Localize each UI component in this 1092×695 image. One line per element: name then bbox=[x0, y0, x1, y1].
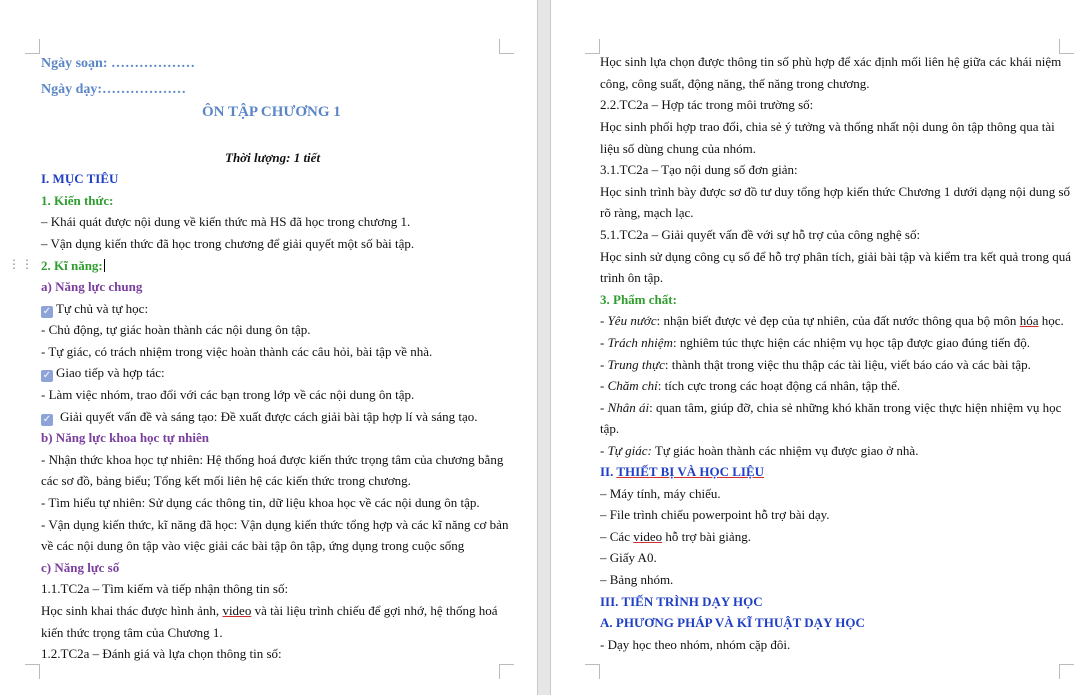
spellcheck-word[interactable]: hóa bbox=[1019, 313, 1039, 328]
item-gqvd bbox=[41, 409, 478, 426]
crop-mark bbox=[1059, 664, 1074, 679]
so-1-1-line-1 bbox=[41, 603, 498, 619]
thiet-bi-2: – File trình chiếu powerpoint hỗ trợ bài dạy. bbox=[600, 507, 830, 522]
crop-mark bbox=[1059, 39, 1074, 54]
heading-ki-nang bbox=[41, 258, 105, 274]
heading-pham-chat: 3. Phẩm chất: bbox=[600, 292, 677, 307]
crop-mark bbox=[499, 39, 514, 54]
pc-label: - Trung thực bbox=[600, 357, 665, 372]
pc-text: : nhận biết được vẻ đẹp của tự nhiên, của đất nước thông qua bộ môn bbox=[656, 313, 1020, 328]
crop-mark bbox=[499, 664, 514, 679]
page-title: ÔN TẬP CHƯƠNG 1 bbox=[202, 104, 341, 120]
so-text: và tài liệu trình chiếu để gợi nhớ, hệ thống hoá bbox=[251, 603, 498, 618]
right-line-1: Học sinh lựa chọn được thông tin số phù hợp để xác định mối liên hệ giữa các khái niệm bbox=[600, 54, 1062, 69]
pham-chat-cham-chi bbox=[600, 378, 900, 394]
khtn-line-3: - Tìm hiểu tự nhiên: Sử dụng các thông tin, dữ liệu khoa học về các nội dung ôn tập. bbox=[41, 495, 480, 510]
right-line-5: liệu số dùng chung của nhóm. bbox=[600, 141, 756, 156]
pham-chat-trung-thuc bbox=[600, 357, 1031, 373]
pc-text: : quan tâm, giúp đỡ, chia sẻ những khó khăn trong việc thực hiện nhiệm vụ học bbox=[649, 400, 1062, 415]
section-number: II. bbox=[600, 464, 617, 479]
pham-chat-trach-nhiem bbox=[600, 335, 1030, 351]
document-page-left[interactable] bbox=[0, 0, 537, 695]
so-5-1-title: 5.1.TC2a – Giải quyết vấn đề với sự hỗ trợ của công nghệ số: bbox=[600, 227, 921, 242]
spellcheck-word[interactable]: video bbox=[222, 603, 252, 618]
giao-tiep-line-1: - Làm việc nhóm, trao đổi với các bạn trong lớp về các nội dung ôn tập. bbox=[41, 387, 415, 402]
pc-label: - Trách nhiệm bbox=[600, 335, 673, 350]
kien-thuc-line-1: – Khái quát được nội dung về kiến thức mà HS đã học trong chương 1. bbox=[41, 214, 411, 229]
thiet-bi-1: – Máy tính, máy chiếu. bbox=[600, 486, 721, 501]
thiet-bi-3 bbox=[600, 529, 751, 545]
ki-nang-text: 2. Kĩ năng: bbox=[41, 258, 103, 273]
pc-label: - Yêu nước bbox=[600, 313, 657, 328]
so-text: Học sinh khai thác được hình ảnh, bbox=[41, 603, 223, 618]
right-line-10: Học sinh sử dụng công cụ số để hỗ trợ phân tích, giải bài tập và kiểm tra kết quả trong quá bbox=[600, 249, 1071, 264]
so-1-1-line-2: kiến thức trọng tâm của Chương 1. bbox=[41, 625, 223, 640]
tu-chu-line-1: - Chủ động, tự giác hoàn thành các nội dung ôn tập. bbox=[41, 322, 311, 337]
document-page-right[interactable] bbox=[551, 0, 1092, 695]
pham-chat-yeu-nuoc bbox=[600, 313, 1064, 329]
crop-mark bbox=[25, 664, 40, 679]
giao-tiep-label: Giao tiếp và hợp tác: bbox=[56, 365, 165, 380]
so-3-1-title: 3.1.TC2a – Tạo nội dung số đơn giản: bbox=[600, 162, 798, 177]
heading-nang-luc-chung: a) Năng lực chung bbox=[41, 279, 143, 294]
pham-chat-tu-giac bbox=[600, 443, 918, 459]
khtn-line-2: các sơ đồ, bảng biểu; Tổng kết mối liên hệ các kiến thức trong chương. bbox=[41, 473, 411, 488]
khtn-line-4: - Vận dụng kiến thức, kĩ năng đã học: Vận dụng kiến thức tổng hợp và các kĩ năng cơ bản bbox=[41, 517, 509, 532]
pc-label: - Tự giác: bbox=[600, 443, 652, 458]
right-line-2: công, công suất, động năng, thế năng trong chương. bbox=[600, 76, 870, 91]
tu-chu-label: Tự chủ và tự học: bbox=[56, 301, 149, 316]
heading-nang-luc-so: c) Năng lực số bbox=[41, 560, 120, 575]
item-giao-tiep bbox=[41, 365, 165, 382]
spellcheck-word[interactable]: video bbox=[633, 529, 663, 544]
thiet-bi-5: – Bảng nhóm. bbox=[600, 572, 674, 587]
gqvd-label: Giải quyết vấn đề và sáng tạo: Đề xuất được cách giải bài tập hợp lí và sáng tạo. bbox=[60, 409, 478, 424]
section-thiet-bi bbox=[600, 464, 764, 480]
tb-text: – Các bbox=[600, 529, 634, 544]
pc-text: : nghiêm túc thực hiện các nhiệm vụ học tập được giao đúng tiến độ. bbox=[672, 335, 1031, 350]
so-2-2-title: 2.2.TC2a – Hợp tác trong môi trường số: bbox=[600, 97, 814, 112]
section-title: THIẾT BỊ VÀ HỌC LIỆU bbox=[616, 464, 765, 479]
section-muc-tieu: I. MỤC TIÊU bbox=[41, 171, 119, 186]
pc-text: học. bbox=[1038, 313, 1064, 328]
pc-label: - Nhân ái bbox=[600, 400, 650, 415]
text-cursor bbox=[104, 259, 105, 272]
kien-thuc-line-2: – Vận dụng kiến thức đã học trong chương để giải quyết một số bài tập. bbox=[41, 236, 415, 251]
crop-mark bbox=[25, 39, 40, 54]
tu-chu-line-2: - Tự giác, có trách nhiệm trong việc hoàn thành các câu hỏi, bài tập về nhà. bbox=[41, 344, 433, 359]
pham-chat-nhan-ai-cont: tập. bbox=[600, 421, 620, 436]
tb-text: hỗ trợ bài giảng. bbox=[662, 529, 751, 544]
phuong-phap-1: - Dạy học theo nhóm, nhóm cặp đôi. bbox=[600, 637, 791, 652]
paragraph-drag-handle-icon[interactable]: ⋮⋮ bbox=[8, 257, 34, 271]
heading-phuong-phap: A. PHƯƠNG PHÁP VÀ KĨ THUẬT DẠY HỌC bbox=[600, 615, 865, 630]
date-prepared: Ngày soạn: ……………… bbox=[41, 56, 196, 71]
crop-mark bbox=[585, 664, 600, 679]
section-tien-trinh: III. TIẾN TRÌNH DẠY HỌC bbox=[600, 594, 763, 609]
heading-kien-thuc: 1. Kiến thức: bbox=[41, 193, 114, 208]
so-1-1-title: 1.1.TC2a – Tìm kiếm và tiếp nhận thông tin số: bbox=[41, 581, 289, 596]
page-gap-left-edge bbox=[537, 0, 538, 695]
item-tu-chu bbox=[41, 301, 148, 318]
pc-label: - Chăm chỉ bbox=[600, 378, 658, 393]
right-line-8: rõ ràng, mạch lạc. bbox=[600, 205, 694, 220]
pc-text: Tự giác hoàn thành các nhiệm vụ được giao ở nhà. bbox=[651, 443, 919, 458]
right-line-11: trình ôn tập. bbox=[600, 270, 664, 285]
heading-nang-luc-khtn: b) Năng lực khoa học tự nhiên bbox=[41, 430, 210, 445]
pc-text: : tích cực trong các hoạt động cá nhân, tập thể. bbox=[657, 378, 901, 393]
khtn-line-1: - Nhận thức khoa học tự nhiên: Hệ thống hoá được kiến thức trọng tâm của chương bằng bbox=[41, 452, 504, 467]
right-line-7: Học sinh trình bày được sơ đồ tư duy tổng hợp kiến thức Chương 1 dưới dạng nội dung số bbox=[600, 184, 1071, 199]
right-line-4: Học sinh phối hợp trao đổi, chia sẻ ý tưởng và thống nhất nội dung ôn tập thông qua tài bbox=[600, 119, 1055, 134]
checkbox-checked-icon[interactable]: ✓ bbox=[42, 414, 52, 425]
duration: Thời lượng: 1 tiết bbox=[225, 150, 321, 165]
crop-mark bbox=[585, 39, 600, 54]
thiet-bi-4: – Giấy A0. bbox=[600, 550, 657, 565]
pham-chat-nhan-ai bbox=[600, 400, 1061, 416]
checkbox-checked-icon[interactable]: ✓ bbox=[42, 370, 52, 381]
so-1-2-title: 1.2.TC2a – Đánh giá và lựa chọn thông tin số: bbox=[41, 646, 282, 661]
pc-text: : thành thật trong việc thu thập các tài liệu, viết báo cáo và các bài tập. bbox=[664, 357, 1031, 372]
khtn-line-5: về các nội dung ôn tập vào việc giải các bài tập ôn tập, ứng dụng trong cuộc sống bbox=[41, 538, 465, 553]
date-taught: Ngày dạy:……………… bbox=[41, 82, 187, 97]
checkbox-checked-icon[interactable]: ✓ bbox=[42, 306, 52, 317]
